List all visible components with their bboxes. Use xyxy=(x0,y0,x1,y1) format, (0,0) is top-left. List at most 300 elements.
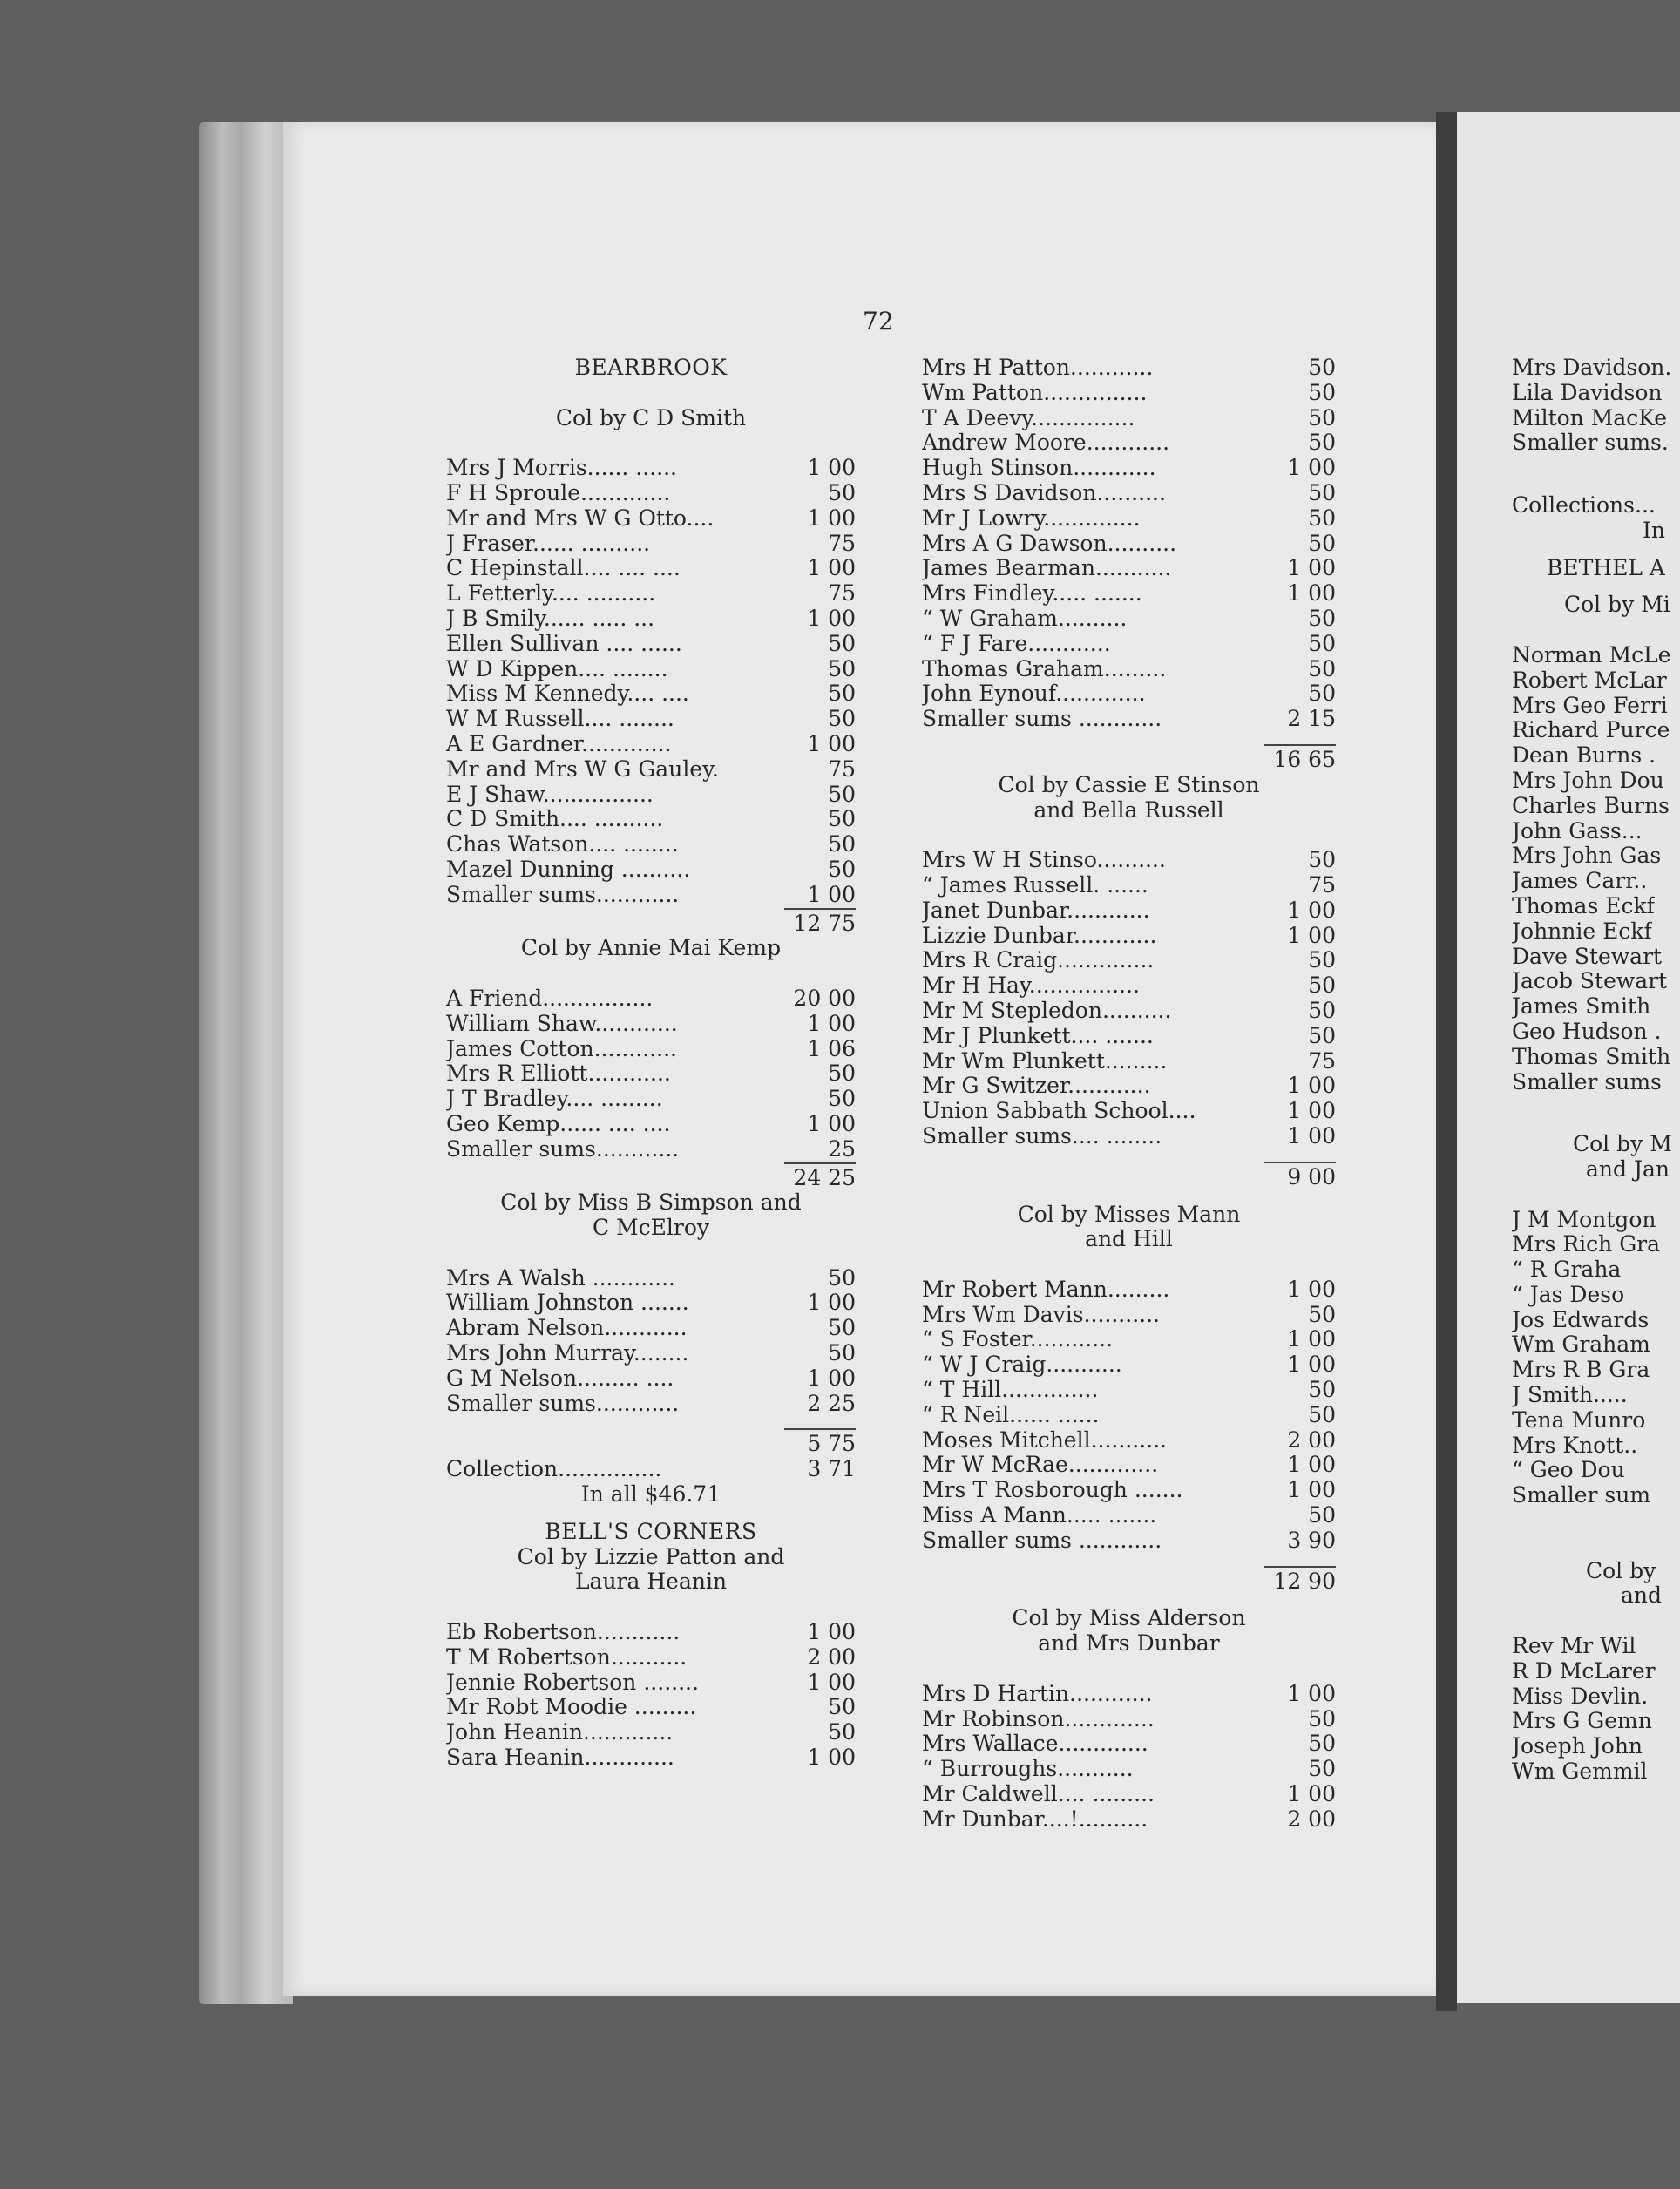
subtotal: 9 00 xyxy=(1287,1163,1336,1189)
contribution-amount: 50 xyxy=(1308,1301,1336,1327)
contribution-amount: 1 00 xyxy=(807,605,856,631)
collector-line: and Bella Russell xyxy=(1033,796,1224,823)
list-item xyxy=(1512,919,1680,945)
contribution-amount: 50 xyxy=(1308,479,1336,505)
contribution-amount: 50 xyxy=(828,856,856,882)
contribution-amount: 1 00 xyxy=(807,1110,856,1136)
list-item xyxy=(922,1099,1336,1124)
list-item xyxy=(922,1352,1336,1378)
contributor-name: Mrs John Gas xyxy=(1512,844,1662,869)
contributor-name: “ James Russell. ...... xyxy=(922,872,1148,898)
contributor-name: Mrs D Hartin............ xyxy=(922,1681,1153,1706)
contributor-name: Mr and Mrs W G Otto.... xyxy=(446,505,715,531)
contributor-name: Mrs Davidson. xyxy=(1512,356,1672,380)
contributor-name: Smaller sum xyxy=(1512,1483,1651,1508)
total-rule xyxy=(784,908,856,910)
contributor-name: Mr J Plunkett.... ....... xyxy=(922,1023,1154,1048)
contribution-list-bearbrook xyxy=(446,456,856,907)
list-item xyxy=(922,1378,1336,1403)
contributor-name: Mrs A Walsh ............ xyxy=(446,1265,675,1291)
contributor-name: Jennie Robertson ........ xyxy=(446,1670,699,1695)
contributor-name: Mrs Rich Gra xyxy=(1512,1232,1661,1257)
list-item xyxy=(1512,694,1680,719)
list-item xyxy=(922,681,1336,707)
contribution-list-stinson xyxy=(922,848,1336,1149)
list-item xyxy=(446,732,856,757)
contributor-name: James Cotton............ xyxy=(446,1036,677,1061)
list-item xyxy=(446,1087,856,1112)
contribution-amount: 1 00 xyxy=(1287,1073,1336,1099)
list-item xyxy=(446,1012,856,1037)
contributor-name: Dave Stewart xyxy=(1512,944,1663,969)
contributor-name: Wm Graham xyxy=(1512,1332,1650,1358)
total-rule xyxy=(1264,1162,1336,1163)
contribution-amount: 50 xyxy=(1308,379,1336,405)
list-item xyxy=(1512,668,1680,694)
contributor-name: Geo Hudson . xyxy=(1512,1019,1662,1044)
contributor-name: Sara Heanin............. xyxy=(446,1745,674,1771)
collector-line: Col by M xyxy=(1573,1132,1672,1157)
section-title-row xyxy=(1512,556,1680,581)
contribution-amount: 50 xyxy=(1308,605,1336,631)
book-page-edges xyxy=(199,122,293,2004)
contributor-name: Joseph John xyxy=(1512,1734,1643,1759)
contribution-amount: 50 xyxy=(828,681,856,707)
contributor-name: Mrs R Craig.............. xyxy=(922,948,1155,973)
contributor-name: Mr W McRae............. xyxy=(922,1453,1159,1478)
contributor-name: “ W J Craig........... xyxy=(922,1352,1122,1378)
contribution-amount: 1 00 xyxy=(807,455,856,481)
contribution-amount: 2 00 xyxy=(1287,1427,1336,1453)
list-item xyxy=(922,581,1336,607)
list-item xyxy=(1512,1257,1680,1283)
contribution-amount: 75 xyxy=(1308,1047,1336,1074)
contributor-name: James Bearman........... xyxy=(922,556,1172,581)
list-item xyxy=(446,1112,856,1137)
list-item xyxy=(922,1807,1336,1833)
collector-row xyxy=(1512,1132,1680,1157)
list-item xyxy=(922,406,1336,431)
contributor-name: J Smith..... xyxy=(1512,1383,1628,1408)
list-item xyxy=(922,430,1336,456)
list-item xyxy=(922,1478,1336,1503)
contribution-amount: 50 xyxy=(1308,505,1336,531)
list-item xyxy=(446,632,856,657)
list-item xyxy=(446,1316,856,1341)
list-item xyxy=(922,1453,1336,1478)
list-item xyxy=(922,707,1336,732)
contributor-name: Smaller sums............ xyxy=(446,1136,680,1162)
list-item xyxy=(446,1720,856,1745)
partial-list-bethel xyxy=(1512,643,1680,1094)
contribution-list-bells-corners xyxy=(446,1620,856,1771)
contribution-amount: 50 xyxy=(1308,681,1336,707)
contribution-amount: 50 xyxy=(1308,1022,1336,1048)
contributor-name: Mrs John Murray........ xyxy=(446,1341,689,1366)
contribution-amount: 75 xyxy=(828,756,856,782)
contributor-name: Lila Davidson xyxy=(1512,380,1663,405)
list-item xyxy=(922,356,1336,381)
list-item xyxy=(1512,1408,1680,1433)
contributor-name: Mrs R Elliott............ xyxy=(446,1061,671,1087)
contribution-amount: 50 xyxy=(1308,655,1336,681)
contributor-name: J T Bradley.... ......... xyxy=(446,1087,663,1112)
list-item xyxy=(922,1707,1336,1732)
contributor-name: W D Kippen.... ........ xyxy=(446,656,668,681)
contributor-name: Jos Edwards xyxy=(1512,1307,1650,1332)
collector-line: Col by Lizzie Patton and xyxy=(517,1543,785,1569)
list-item xyxy=(446,1366,856,1392)
collection-amount: 3 71 xyxy=(807,1456,856,1482)
contribution-list-continued xyxy=(922,356,1336,732)
partial-list-second xyxy=(1512,1208,1680,1509)
contribution-amount: 50 xyxy=(1308,530,1336,556)
list-item xyxy=(922,1757,1336,1782)
contributor-name: T A Deevy............... xyxy=(922,405,1135,430)
list-item xyxy=(1512,1045,1680,1070)
contributor-name: John Gass... xyxy=(1512,818,1643,844)
list-item xyxy=(1512,794,1680,819)
contributor-name: E J Shaw................ xyxy=(446,782,654,807)
list-item xyxy=(1512,994,1680,1020)
contributor-name: Smaller sums. xyxy=(1512,430,1669,456)
contributor-name: Mr Dunbar....!.......... xyxy=(922,1806,1148,1832)
contributor-name: Smaller sums xyxy=(1512,1069,1662,1094)
list-item xyxy=(446,1137,856,1162)
list-item xyxy=(1512,643,1680,668)
contribution-amount: 75 xyxy=(828,580,856,607)
list-item xyxy=(446,657,856,682)
column-right-partial xyxy=(1512,356,1680,1785)
contributor-name: Thomas Smith xyxy=(1512,1044,1671,1069)
list-item xyxy=(446,783,856,808)
contributor-name: J M Montgon xyxy=(1512,1207,1656,1232)
list-item xyxy=(922,948,1336,973)
list-item xyxy=(446,1695,856,1720)
contributor-name: Mr M Stepledon.......... xyxy=(922,998,1172,1023)
list-item xyxy=(446,1037,856,1062)
collector-line: C McElroy xyxy=(592,1215,710,1241)
collector-line: Col by Mi xyxy=(1564,593,1670,618)
contribution-amount: 50 xyxy=(1308,430,1336,456)
contribution-amount: 1 00 xyxy=(807,730,856,756)
contribution-amount: 1 00 xyxy=(1287,1452,1336,1478)
contributor-name: Moses Mitchell........... xyxy=(922,1427,1167,1453)
list-item xyxy=(1512,1684,1680,1710)
list-item xyxy=(922,898,1336,924)
list-item xyxy=(446,1266,856,1291)
contributor-name: Mr Caldwell.... ......... xyxy=(922,1782,1155,1807)
contribution-amount: 50 xyxy=(828,1086,856,1112)
contributor-name: T M Robertson........... xyxy=(446,1644,688,1670)
contributor-name: “ F J Fare............ xyxy=(922,631,1111,656)
list-item xyxy=(922,632,1336,657)
contribution-amount: 50 xyxy=(828,831,856,857)
contribution-amount: 1 00 xyxy=(1287,1477,1336,1503)
contributor-name: F H Sproule............. xyxy=(446,480,671,505)
list-item xyxy=(1512,1734,1680,1759)
contribution-amount: 50 xyxy=(1308,847,1336,873)
list-item xyxy=(1512,844,1680,869)
list-item xyxy=(1512,1659,1680,1684)
list-item xyxy=(1512,381,1680,406)
list-item xyxy=(1512,1332,1680,1358)
subtotal: 12 75 xyxy=(793,910,856,936)
contributor-name: Smaller sums............ xyxy=(446,1391,680,1416)
contributor-name: “ S Foster............ xyxy=(922,1327,1114,1352)
list-item xyxy=(1512,1283,1680,1308)
list-item xyxy=(1512,430,1680,456)
contributor-name: Rev Mr Wil xyxy=(1512,1634,1636,1659)
contribution-list-simpson xyxy=(446,1266,856,1417)
list-item xyxy=(922,1049,1336,1074)
contribution-amount: 1 06 xyxy=(807,1035,856,1061)
contributor-name: Wm Patton............... xyxy=(922,380,1148,405)
contribution-amount: 50 xyxy=(1308,1502,1336,1528)
contribution-list-alderson xyxy=(922,1682,1336,1833)
contributor-name: Wm Gemmil xyxy=(1512,1759,1648,1785)
contributor-name: Mr G Switzer............ xyxy=(922,1074,1151,1099)
contribution-amount: 1 00 xyxy=(1287,1680,1336,1706)
contributor-name: Miss A Mann..... ....... xyxy=(922,1503,1157,1528)
list-item xyxy=(446,1620,856,1645)
collector-line: Col by Cassie E Stinson xyxy=(998,771,1260,797)
list-item xyxy=(922,1528,1336,1554)
contributor-name: Jacob Stewart xyxy=(1512,969,1668,994)
contributor-name: “ Geo Dou xyxy=(1512,1458,1625,1483)
list-item xyxy=(446,1671,856,1696)
contributor-name: Mrs J Morris...... ...... xyxy=(446,456,677,481)
grand-total-note: In all $46.71 xyxy=(580,1481,721,1508)
list-item xyxy=(446,1061,856,1087)
collector-line: Col by Annie Mai Kemp xyxy=(520,935,782,961)
contribution-amount: 1 00 xyxy=(1287,1122,1336,1149)
contribution-amount: 50 xyxy=(1308,1705,1336,1732)
contributor-name: Mr and Mrs W G Gauley. xyxy=(446,756,719,782)
contribution-amount: 75 xyxy=(1308,871,1336,898)
contribution-amount: 50 xyxy=(1308,1401,1336,1427)
list-item xyxy=(446,757,856,783)
collector-row xyxy=(1512,1559,1680,1584)
list-item xyxy=(446,807,856,832)
contributor-name: R D McLarer xyxy=(1512,1658,1656,1684)
contributor-name: Andrew Moore............ xyxy=(922,430,1170,456)
in-all-row xyxy=(1512,518,1680,544)
contributor-name: Mr Wm Plunkett......... xyxy=(922,1048,1168,1074)
contribution-amount: 50 xyxy=(828,1340,856,1366)
contribution-amount: 50 xyxy=(828,1694,856,1720)
contributor-name: Johnnie Eckf xyxy=(1512,918,1652,944)
contribution-amount: 1 00 xyxy=(807,1619,856,1645)
list-item xyxy=(922,1303,1336,1328)
list-item xyxy=(446,481,856,506)
list-item xyxy=(922,1024,1336,1049)
contributor-name: Norman McLe xyxy=(1512,642,1671,668)
collector-row xyxy=(1512,593,1680,618)
list-item xyxy=(446,556,856,581)
collector-line: and xyxy=(1621,1583,1663,1609)
contributor-name: Mrs Findley..... ....... xyxy=(922,581,1142,607)
list-item xyxy=(446,456,856,481)
list-item xyxy=(1512,869,1680,894)
contributor-name: Lizzie Dunbar............ xyxy=(922,923,1157,948)
list-item xyxy=(446,883,856,908)
subtotal: 5 75 xyxy=(807,1431,856,1457)
contribution-amount: 1 00 xyxy=(1287,1326,1336,1352)
contributor-name: Thomas Eckf xyxy=(1512,893,1655,918)
list-item xyxy=(922,1682,1336,1707)
contribution-amount: 1 00 xyxy=(1287,455,1336,481)
list-item xyxy=(446,581,856,607)
contributor-name: Hugh Stinson............ xyxy=(922,456,1156,481)
contributor-name: Mrs Wm Davis........... xyxy=(922,1302,1160,1327)
section-title-bethel: BETHEL A xyxy=(1547,555,1665,580)
list-item xyxy=(922,532,1336,557)
section-title-bells-corners: BELL'S CORNERS xyxy=(545,1518,757,1544)
contributor-name: “ R Graha xyxy=(1512,1257,1622,1283)
contributor-name: Mrs R B Gra xyxy=(1512,1358,1650,1383)
contributor-name: Mr H Hay................ xyxy=(922,973,1140,999)
list-item xyxy=(922,1732,1336,1757)
contribution-amount: 50 xyxy=(1308,355,1336,380)
contributor-name: “ T Hill.............. xyxy=(922,1378,1099,1403)
contribution-amount: 2 00 xyxy=(807,1643,856,1670)
contribution-amount: 25 xyxy=(828,1135,856,1162)
list-item xyxy=(1512,1759,1680,1785)
contributor-name: Janet Dunbar............ xyxy=(922,898,1150,923)
contributor-name: Mr Robt Moodie ......... xyxy=(446,1695,697,1720)
collector-line: Col by xyxy=(1586,1558,1656,1583)
list-item xyxy=(922,873,1336,898)
contributor-name: Robert McLar xyxy=(1512,668,1667,693)
list-item xyxy=(1512,945,1680,970)
total-rule xyxy=(784,1162,856,1164)
contribution-amount: 50 xyxy=(828,1061,856,1087)
contributor-name: Smaller sums.... ........ xyxy=(922,1123,1162,1149)
contributor-name: “ Burroughs........... xyxy=(922,1757,1134,1782)
list-item xyxy=(922,999,1336,1024)
contribution-amount: 50 xyxy=(828,806,856,832)
list-item xyxy=(446,681,856,707)
contributor-name: Thomas Graham......... xyxy=(922,656,1167,681)
collection-row xyxy=(446,1457,856,1482)
list-item xyxy=(446,707,856,732)
contribution-amount: 50 xyxy=(1308,1377,1336,1403)
contribution-amount: 50 xyxy=(1308,973,1336,999)
contributor-name: Mr Robert Mann......... xyxy=(922,1277,1170,1302)
contributor-name: William Johnston ....... xyxy=(446,1291,689,1316)
list-item xyxy=(446,986,856,1012)
contribution-list-kemp xyxy=(446,986,856,1162)
contributor-name: Mrs Knott.. xyxy=(1512,1433,1638,1458)
list-item xyxy=(446,506,856,532)
contributor-name: J B Smily...... ..... ... xyxy=(446,606,655,631)
contribution-amount: 50 xyxy=(828,655,856,681)
list-item xyxy=(1512,1358,1680,1383)
contributor-name: W M Russell.... ........ xyxy=(446,707,674,732)
list-item xyxy=(1512,894,1680,919)
column-middle xyxy=(922,356,1336,1833)
list-item xyxy=(922,1403,1336,1428)
collector-row xyxy=(1512,1583,1680,1609)
contribution-amount: 20 00 xyxy=(793,985,856,1011)
contributor-name: Dean Burns . xyxy=(1512,743,1656,769)
contribution-list-mann xyxy=(922,1277,1336,1554)
collector-line: Col by Miss Alderson xyxy=(1012,1605,1246,1631)
list-item xyxy=(1512,1020,1680,1045)
collections-row xyxy=(1512,493,1680,518)
contribution-amount: 50 xyxy=(1308,997,1336,1023)
book-spine xyxy=(1436,112,1457,2011)
list-item xyxy=(1512,1634,1680,1659)
contribution-amount: 1 00 xyxy=(807,1010,856,1036)
collector-line: Laura Heanin xyxy=(574,1569,728,1595)
list-item xyxy=(922,1074,1336,1099)
list-item xyxy=(1512,1383,1680,1408)
collector-line: and Jan xyxy=(1586,1156,1670,1182)
contributor-name: Smaller sums ............ xyxy=(922,707,1162,732)
contributor-name: L Fetterly.... .......... xyxy=(446,581,656,607)
collector-line: and Mrs Dunbar xyxy=(1038,1630,1220,1657)
list-item xyxy=(1512,743,1680,769)
contributor-name: A E Gardner............. xyxy=(446,731,672,756)
contribution-amount: 50 xyxy=(828,706,856,732)
contributor-name: Smaller sums............ xyxy=(446,882,680,907)
collections-label: Collections... xyxy=(1512,492,1656,518)
list-item xyxy=(922,381,1336,406)
contributor-name: Smaller sums ............ xyxy=(922,1528,1162,1553)
list-item xyxy=(922,973,1336,999)
contribution-amount: 75 xyxy=(828,530,856,556)
contribution-amount: 1 00 xyxy=(807,555,856,581)
contribution-amount: 50 xyxy=(828,781,856,807)
contribution-amount: 50 xyxy=(828,1719,856,1745)
contribution-amount: 50 xyxy=(828,1315,856,1341)
contribution-amount: 1 00 xyxy=(807,1365,856,1391)
list-item xyxy=(922,924,1336,949)
contributor-name: Mrs T Rosborough ....... xyxy=(922,1478,1183,1503)
contributor-name: Mrs S Davidson.......... xyxy=(922,480,1166,505)
list-item xyxy=(922,1277,1336,1303)
list-item xyxy=(922,1503,1336,1528)
subtotal: 12 90 xyxy=(1273,1568,1336,1594)
subtotal: 16 65 xyxy=(1273,746,1336,772)
contribution-amount: 2 15 xyxy=(1287,706,1336,732)
in-all-label: In xyxy=(1643,518,1665,543)
section-title-bearbrook: BEARBROOK xyxy=(574,355,728,380)
list-item xyxy=(1512,1070,1680,1095)
contribution-amount: 2 00 xyxy=(1287,1806,1336,1832)
list-item xyxy=(922,456,1336,481)
partial-list-third xyxy=(1512,1634,1680,1785)
collector-row xyxy=(1512,1157,1680,1183)
column-left xyxy=(446,356,856,1771)
contributor-name: Mrs Wallace............. xyxy=(922,1732,1148,1757)
list-item xyxy=(1512,1433,1680,1459)
list-item xyxy=(1512,1232,1680,1257)
contributor-name: William Shaw............ xyxy=(446,1011,678,1036)
contribution-amount: 50 xyxy=(1308,404,1336,430)
list-item xyxy=(1512,1208,1680,1233)
contribution-amount: 50 xyxy=(828,630,856,656)
contributor-name: Tena Munro xyxy=(1512,1407,1646,1433)
partial-list-top xyxy=(1512,356,1680,456)
list-item xyxy=(922,1327,1336,1352)
list-item xyxy=(922,481,1336,506)
subtotal: 24 25 xyxy=(793,1164,856,1190)
contributor-name: Charles Burns xyxy=(1512,793,1670,818)
contributor-name: Union Sabbath School.... xyxy=(922,1099,1196,1124)
